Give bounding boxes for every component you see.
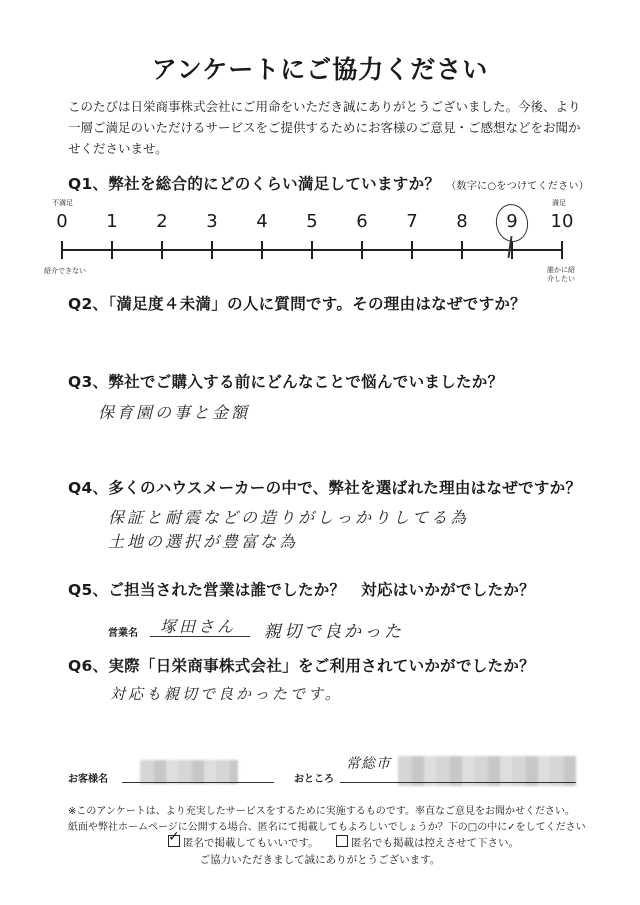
intro-text: このたびは日栄商事株式会社にご用命をいただき誠にありがとうございました。今後、より一層ご満足のいただけるサービスをご提供するためにお客様のご意見・ご感想などをお聞かせくださいませ。 (68, 99, 581, 156)
q2-question: Q2、「満足度４未満」の人に質問です。その理由はなぜですか？ (68, 295, 526, 313)
q5-answer: 親切で良かった (264, 622, 404, 642)
scale-tick-1 (111, 241, 113, 259)
scale-number-1[interactable]: 1 (106, 211, 118, 232)
selected-score-circle (493, 202, 531, 245)
sales-name-underline (150, 636, 250, 637)
customer-name-underline (122, 782, 274, 783)
scale-tick-3 (211, 241, 213, 259)
scale-tick-4 (261, 241, 263, 259)
q4-question: Q4、多くのハウスメーカーの中で、弊社を選ばれた理由はなぜですか？ (68, 479, 582, 497)
q3-question: Q3、弊社でご購入する前にどんなことで悩んでいましたか？ (68, 373, 504, 391)
scale-number-7[interactable]: 7 (406, 211, 418, 232)
q4-answer-line2: 土地の選択が豊富な為 (108, 532, 299, 551)
scale-tick-9 (511, 241, 513, 259)
q3-answer: 保育園の事と金額 (98, 403, 251, 422)
option2-label: 匿名でも掲載は控えさせて下さい。 (351, 837, 519, 849)
customer-name-label: お客様名 (68, 774, 108, 785)
scale-tick-8 (461, 241, 463, 259)
address-underline (340, 782, 576, 783)
sales-name-label: 営業名 (108, 628, 138, 639)
address-label: おところ (294, 774, 334, 785)
q1-question-text: Q1、弊社を総合的にどのくらい満足していますか？ (68, 175, 441, 193)
scale-number-6[interactable]: 6 (356, 211, 368, 232)
scale-tick-5 (311, 241, 313, 259)
q5-question: Q5、ご担当された営業は誰でしたか？ 対応はいかがでしたか？ (68, 581, 535, 599)
scale-low-bottom-label: 紹介できない (44, 267, 86, 275)
scale-number-2[interactable]: 2 (156, 211, 168, 232)
q6-question: Q6、実際「日栄商事株式会社」をご利用されていかがでしたか？ (68, 657, 535, 675)
q1-note: （数字に○をつけてください） (446, 181, 590, 192)
option2-checkbox[interactable] (336, 835, 348, 847)
scale-number-4[interactable]: 4 (256, 211, 268, 232)
option1-label: 匿名で掲載してもいいです。 (183, 837, 319, 849)
sales-name-value: 塚田さん (160, 617, 237, 636)
scale-tick-2 (161, 241, 163, 259)
scale-number-8[interactable]: 8 (456, 211, 468, 232)
scale-tick-0 (61, 241, 63, 259)
page-title: アンケートにご協力ください (151, 55, 489, 84)
scale-number-9[interactable]: 9 (506, 211, 518, 232)
footer-notice: ※このアンケートは、より充実したサービスをするために実施するものです。率直なご意見をお聞かせください。 (68, 806, 575, 817)
scale-number-3[interactable]: 3 (206, 211, 218, 232)
scale-number-5[interactable]: 5 (306, 211, 318, 232)
q4-answer-line1: 保証と耐震などの造りがしっかりしてる為 (108, 508, 470, 527)
scale-tick-10 (561, 241, 563, 259)
scale-high-bottom-label: 誰かに紹介したい (547, 266, 575, 283)
address-value: 常総市 (346, 756, 391, 772)
option1-checkbox[interactable] (168, 829, 180, 847)
scale-high-top-label: 満足 (552, 199, 566, 207)
scale-number-0[interactable]: 0 (56, 211, 68, 232)
scale-low-top-label: 不満足 (52, 199, 73, 207)
footer-notice-2: 紙面や弊社ホームページに公開する場合、匿名にて掲載してもよろしいでしょうか？下の□の中に✓をしてください (68, 822, 586, 833)
checkmark-icon: ✓ (168, 829, 180, 845)
scale-number-10[interactable]: 10 (550, 211, 574, 232)
thanks-message: ご協力いただきまして誠にありがとうございます。 (199, 854, 441, 866)
option-anonymous-decline[interactable] (336, 835, 519, 850)
q6-answer: 対応も親切で良かったです。 (110, 685, 343, 703)
scale-tick-7 (411, 241, 413, 259)
q1-question (68, 172, 589, 194)
scale-tick-6 (361, 241, 363, 259)
redacted-customer-name (140, 760, 238, 784)
option-anonymous-ok[interactable] (168, 829, 319, 850)
